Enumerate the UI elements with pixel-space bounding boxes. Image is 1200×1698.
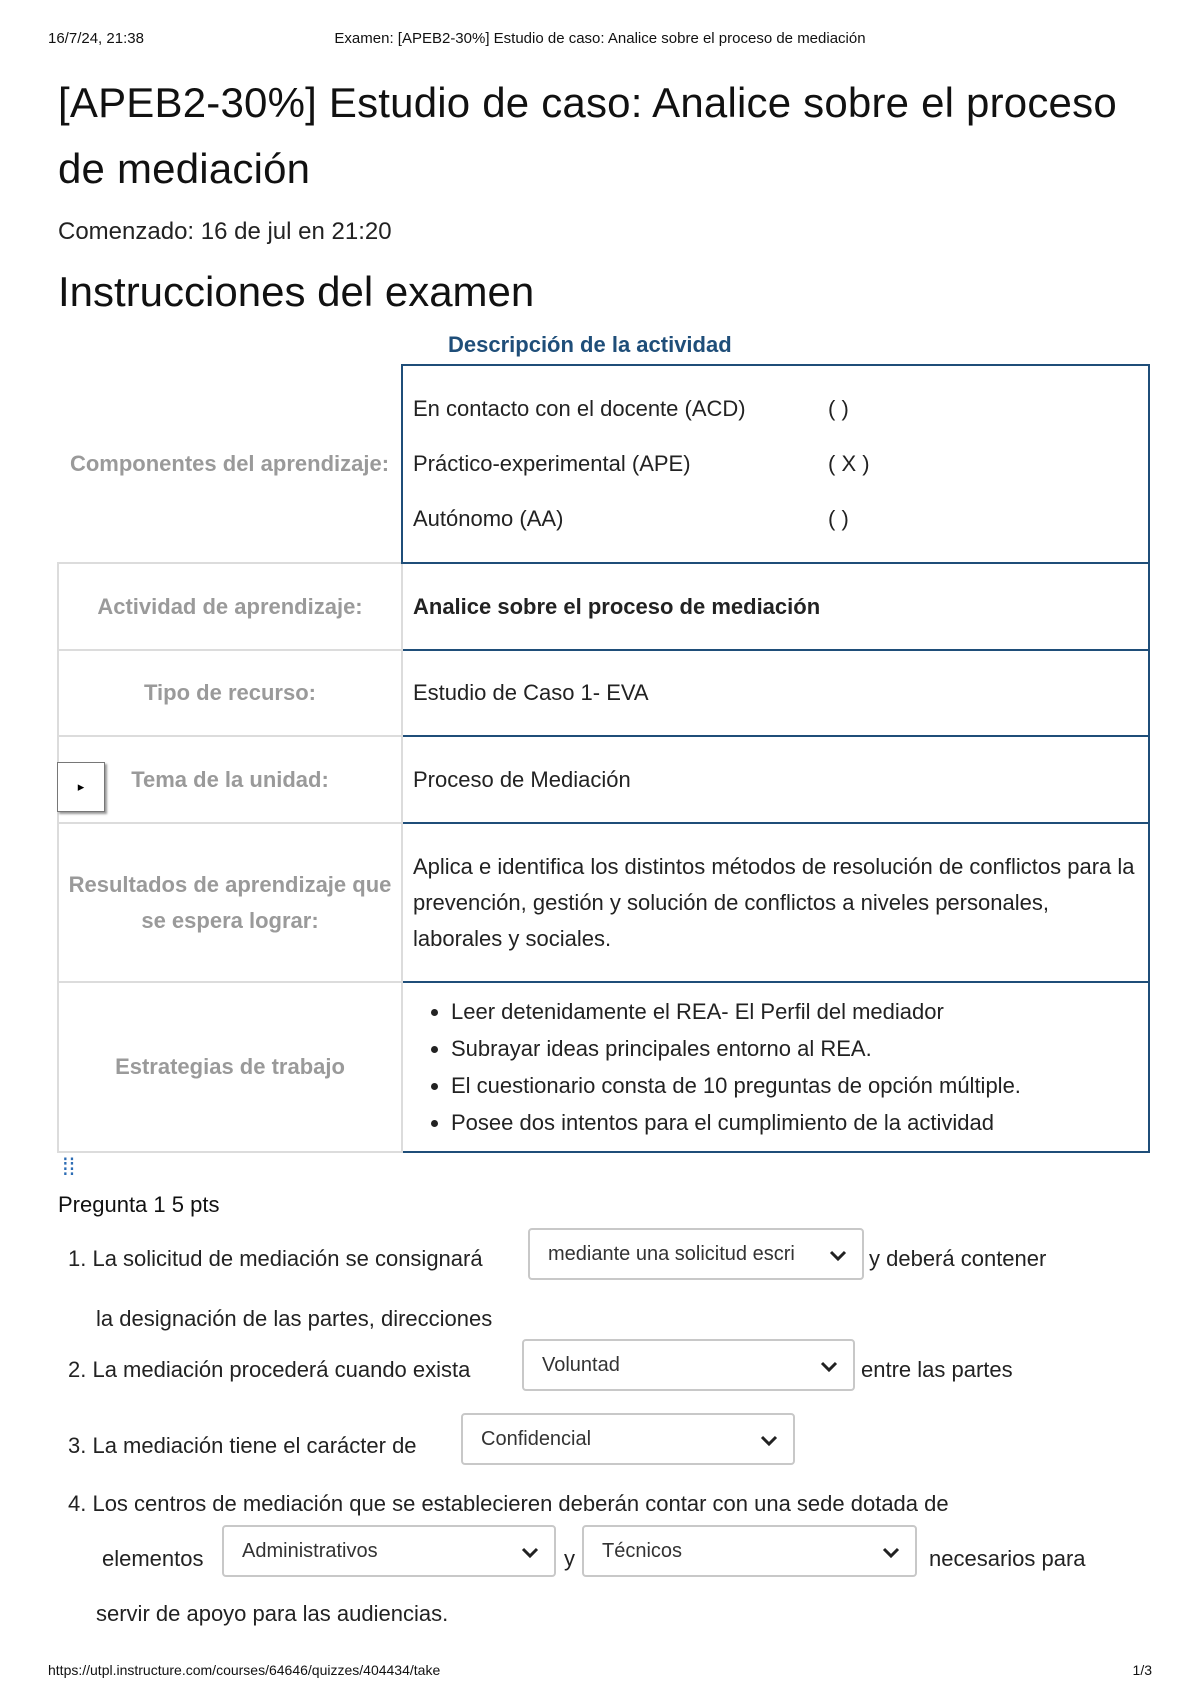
drag-handle-icon[interactable]: ⁞⁞ — [62, 1154, 76, 1181]
strategies-row — [58, 982, 1149, 1152]
component-ape — [413, 437, 1138, 492]
item2-select-value: Voluntad — [542, 1353, 620, 1376]
component-acd — [413, 382, 1138, 437]
item1-select-value: mediante una solicitud escri — [548, 1242, 795, 1265]
quiz-title-line1: [APEB2-30%] Estudio de caso: Analice sobre el proceso — [58, 79, 1117, 126]
quiz-title-line2: de mediación — [58, 145, 311, 192]
item3-select-value: Confidencial — [481, 1427, 592, 1450]
item4-text-before: elementos — [102, 1546, 204, 1571]
activity-value: Analice sobre el proceso de mediación — [402, 563, 1149, 650]
quiz-main — [58, 70, 1158, 316]
activity-heading: Descripción de la actividad — [448, 332, 732, 357]
instructions-heading: Instrucciones del examen — [58, 268, 535, 315]
components-cell — [402, 365, 1149, 563]
theme-row — [58, 736, 1149, 823]
resource-value: Estudio de Caso 1- EVA — [402, 650, 1149, 736]
chevron-down-icon — [757, 1428, 781, 1452]
item4-select-tecnicos[interactable] — [582, 1525, 917, 1577]
component-name: En contacto con el docente (ACD) — [413, 396, 746, 421]
theme-label: Tema de la unidad: — [58, 736, 402, 823]
component-aa — [413, 492, 1138, 547]
strategy-item: • Leer detenidamente el REA- El Perfil del mediador — [451, 993, 1138, 1030]
item2-text-before: 2. La mediación procederá cuando exista — [68, 1357, 471, 1382]
component-name: Autónomo (AA) — [413, 506, 564, 531]
resource-label: Tipo de recurso: — [58, 650, 402, 736]
results-row — [58, 823, 1149, 982]
print-date: 16/7/24, 21:38 — [48, 30, 144, 47]
item2-text-after: entre las partes — [861, 1357, 1013, 1382]
print-title: Examen: [APEB2-30%] Estudio de caso: Analice sobre el proceso de mediación — [334, 30, 866, 47]
component-mark: ( ) — [828, 396, 849, 421]
item1-select[interactable] — [528, 1228, 864, 1280]
item4-select-administrativos[interactable] — [222, 1525, 556, 1577]
activity-label: Actividad de aprendizaje: — [58, 563, 402, 650]
item4-text-after: necesarios para — [929, 1546, 1086, 1571]
components-label: Componentes del aprendizaje: — [69, 450, 390, 476]
item3-select[interactable] — [461, 1413, 795, 1465]
print-url: https://utpl.instructure.com/courses/64646/quizzes/404434/take — [48, 1662, 441, 1678]
chevron-down-icon — [879, 1540, 903, 1564]
item4-joiner: y — [564, 1546, 575, 1571]
play-icon[interactable]: ▸ — [57, 762, 105, 812]
question-header: Pregunta 1 5 pts — [58, 1192, 220, 1217]
item4-select2-value: Técnicos — [602, 1539, 683, 1562]
component-mark: ( ) — [828, 506, 849, 531]
item1-text-line2: la designación de las partes, direcciones — [96, 1306, 493, 1331]
item4-text-line1: 4. Los centros de mediación que se establecieren deberán contar con una sede dotada de — [68, 1491, 949, 1516]
strategy-item: • Posee dos intentos para el cumplimiento de la actividad — [451, 1104, 1138, 1141]
strategies-label: Estrategias de trabajo — [58, 982, 402, 1152]
item4-select1-value: Administrativos — [242, 1539, 378, 1562]
strategy-item: • Subrayar ideas principales entorno al REA. — [451, 1030, 1138, 1067]
theme-value: Proceso de Mediación — [402, 736, 1149, 823]
component-name: Práctico-experimental (APE) — [413, 451, 691, 476]
components-row — [58, 365, 1149, 563]
item3-text-before: 3. La mediación tiene el carácter de — [68, 1433, 417, 1458]
results-value: Aplica e identifica los distintos métodos de resolución de conflictos para la prevención, gestión y solución de conflictos a niveles personales, laborales y sociales. — [402, 823, 1149, 982]
activity-table — [57, 364, 1150, 1153]
chevron-down-icon — [518, 1540, 542, 1564]
strategies-cell — [402, 982, 1149, 1152]
quiz-title — [58, 70, 1158, 202]
strategy-item: • El cuestionario consta de 10 preguntas de opción múltiple. — [451, 1067, 1138, 1104]
print-page-number: 1/3 — [1132, 1662, 1152, 1678]
resource-row — [58, 650, 1149, 736]
chevron-down-icon — [826, 1243, 850, 1267]
item4-text-line3: servir de apoyo para las audiencias. — [96, 1601, 449, 1626]
activity-row — [58, 563, 1149, 650]
item2-select[interactable] — [522, 1339, 855, 1391]
item1-text-before: 1. La solicitud de mediación se consignará — [68, 1246, 483, 1271]
strategies-list — [413, 993, 1138, 1141]
chevron-down-icon — [817, 1354, 841, 1378]
item1-text-after: y deberá contener — [869, 1246, 1047, 1271]
component-mark: ( X ) — [828, 451, 870, 476]
started-time: Comenzado: 16 de jul en 21:20 — [58, 218, 392, 245]
results-label: Resultados de aprendizaje que se espera lograr: — [58, 823, 402, 982]
